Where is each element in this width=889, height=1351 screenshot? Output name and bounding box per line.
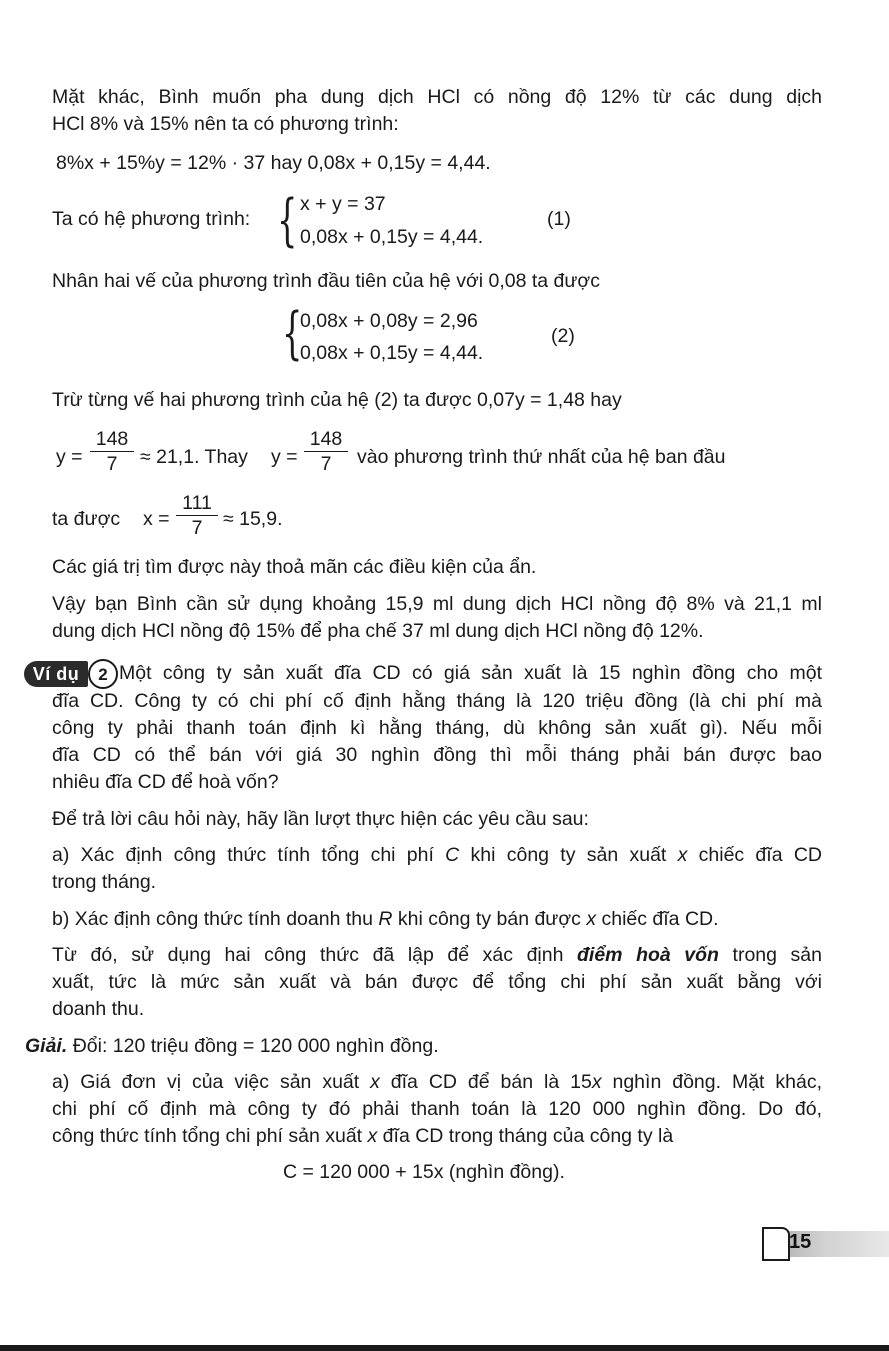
paragraph-line: Các giá trị tìm được này thoả mãn các điều kiện của ẩn. <box>52 556 537 578</box>
system-row: x + y = 37 <box>300 193 386 215</box>
system-lead-text: Ta có hệ phương trình: <box>52 208 251 230</box>
question-a <box>52 842 822 868</box>
paragraph-line: Nhân hai vế của phương trình đầu tiên của hệ với 0,08 ta được <box>52 270 600 292</box>
text-span: khi công ty bán được <box>392 908 587 930</box>
text-span: nghìn đồng. Mặt khác, <box>601 1071 822 1093</box>
variable: x <box>677 844 688 866</box>
paragraph-line: HCl 8% và 15% nên ta có phương trình: <box>52 113 399 135</box>
text-span: đĩa CD trong tháng của công ty là <box>377 1125 674 1147</box>
fraction <box>176 491 218 540</box>
paragraph-line: doanh thu. <box>52 998 145 1020</box>
page-corner-icon <box>762 1227 790 1261</box>
question-b <box>52 906 719 932</box>
paragraph-line: chi phí cố định mà công ty đó phải thanh toán là 120 000 nghìn đồng. Do đó, <box>52 1098 822 1120</box>
paragraph-line <box>52 1069 822 1095</box>
text-span: chiếc đĩa CD. <box>596 908 719 930</box>
equation-line: 8%x + 15%y = 12% · 37 hay 0,08x + 0,15y = 4,44. <box>56 152 491 174</box>
paragraph-line: vào phương trình thứ nhất của hệ ban đầu <box>357 446 726 468</box>
solution-label: Giải. <box>25 1035 68 1057</box>
system-row: 0,08x + 0,15y = 4,44. <box>300 342 484 364</box>
math-text: ≈ 15,9. <box>223 508 283 530</box>
paragraph-line <box>52 1123 673 1149</box>
page-number: 15 <box>789 1231 812 1253</box>
example-number-badge: 2 <box>88 659 118 689</box>
paragraph-line: Vậy bạn Bình cần sử dụng khoảng 15,9 ml dung dịch HCl nồng độ 8% và 21,1 ml <box>52 593 822 615</box>
text-span: a) Xác định công thức tính tổng chi phí <box>52 844 446 866</box>
emphasis-term: điểm hoà vốn <box>577 944 719 966</box>
fraction-denominator: 7 <box>304 451 348 476</box>
paragraph-line: dung dịch HCl nồng độ 15% để pha chế 37 ml dung dịch HCl nồng độ 12%. <box>52 620 704 642</box>
math-text: x = <box>143 508 170 530</box>
paragraph-line: ta được <box>52 508 121 530</box>
text-span: Đổi: 120 triệu đồng = 120 000 nghìn đồng. <box>67 1035 439 1057</box>
example-tag: Ví dụ <box>24 661 88 687</box>
solution-line <box>25 1033 439 1059</box>
paragraph-line <box>52 942 822 968</box>
paragraph-line: xuất, tức là mức sản xuất và bán được để tổng chi phí sản xuất bằng với <box>52 971 822 993</box>
left-brace: { <box>282 299 303 367</box>
math-text: ≈ 21,1. Thay <box>140 446 248 468</box>
paragraph-line: đĩa CD. Công ty có chi phí cố định hằng tháng là 120 triệu đồng (là chi phí mà <box>52 690 822 712</box>
text-span: đĩa CD để bán là 15 <box>379 1071 592 1093</box>
equation-line: C = 120 000 + 15x (nghìn đồng). <box>283 1161 565 1183</box>
fraction-denominator: 7 <box>90 451 134 476</box>
fraction-denominator: 7 <box>176 515 218 540</box>
text-span: a) Giá đơn vị của việc sản xuất <box>52 1071 371 1093</box>
fraction-numerator: 148 <box>309 428 343 450</box>
text-span: Từ đó, sử dụng hai công thức đã lập để xác định <box>52 944 577 966</box>
variable: R <box>378 908 393 930</box>
left-brace: { <box>277 186 298 254</box>
equation-label: (1) <box>547 208 571 230</box>
variable: x <box>586 908 597 930</box>
variable: x <box>591 1071 602 1093</box>
paragraph-line: Một công ty sản xuất đĩa CD có giá sản xuất là 15 nghìn đồng cho một <box>119 662 822 684</box>
math-text: y = <box>271 446 298 468</box>
fraction <box>90 427 134 476</box>
paragraph-line: Để trả lời câu hỏi này, hãy lần lượt thực hiện các yêu cầu sau: <box>52 808 589 830</box>
paragraph-line: Mặt khác, Bình muốn pha dung dịch HCl có nồng độ 12% từ các dung dịch <box>52 86 822 108</box>
system-row: 0,08x + 0,15y = 4,44. <box>300 226 484 248</box>
variable: x <box>370 1071 380 1093</box>
paragraph-line: đĩa CD có thể bán với giá 30 nghìn đồng thì mỗi tháng phải bán được bao <box>52 744 822 766</box>
system-row: 0,08x + 0,08y = 2,96 <box>300 310 478 332</box>
paragraph-line: nhiêu đĩa CD để hoà vốn? <box>52 771 279 793</box>
bottom-rule <box>0 1345 889 1351</box>
text-span: chiếc đĩa CD <box>687 844 822 866</box>
fraction-numerator: 111 <box>182 492 212 514</box>
fraction <box>304 427 348 476</box>
text-span: khi công ty sản xuất <box>459 844 678 866</box>
variable: C <box>445 844 460 866</box>
variable: x <box>367 1125 378 1147</box>
paragraph-line: công ty phải thanh toán định kì hằng tháng, dù không sản xuất gì). Nếu mỗi <box>52 717 822 739</box>
text-span: trong sản <box>718 944 822 966</box>
math-text: y = <box>56 446 83 468</box>
paragraph-line: Trừ từng vế hai phương trình của hệ (2) ta được 0,07y = 1,48 hay <box>52 389 622 411</box>
paragraph-line: trong tháng. <box>52 871 157 893</box>
fraction-numerator: 148 <box>95 428 129 450</box>
text-span: b) Xác định công thức tính doanh thu <box>52 908 379 930</box>
text-span: công thức tính tổng chi phí sản xuất <box>52 1125 368 1147</box>
equation-label: (2) <box>551 325 575 347</box>
